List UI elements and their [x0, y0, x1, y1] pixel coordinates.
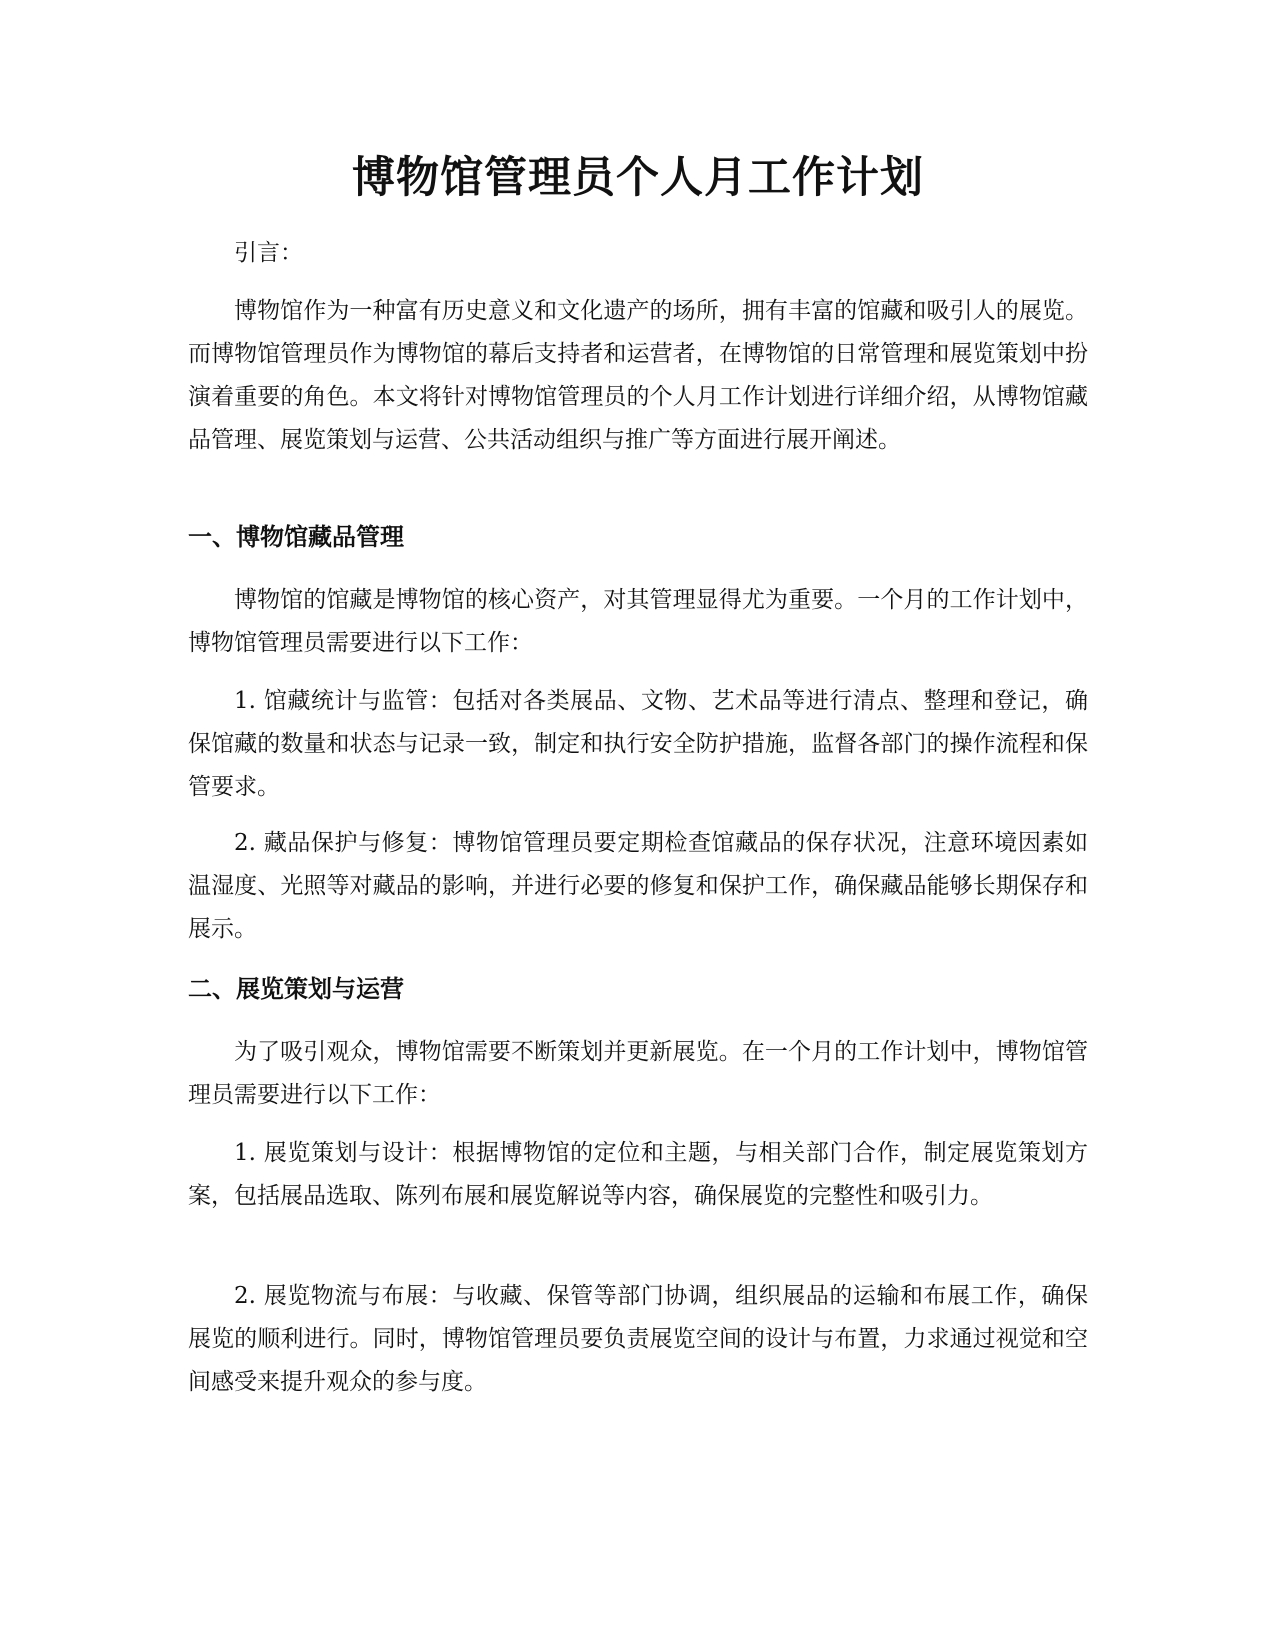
section-heading-collection: 一、博物馆藏品管理 [188, 523, 404, 551]
intro-label: 引言： [234, 240, 303, 266]
list-item-exhibition-logistics: 2. 展览物流与布展：与收藏、保管等部门协调，组织展品的运输和布展工作，确保展览的顺利进行。同时，博物馆管理员要负责展览空间的设计与布置，力求通过视觉和空间感受来提升观众的参与度。 [188, 1283, 1088, 1395]
list-item-collection-protection: 2. 藏品保护与修复：博物馆管理员要定期检查馆藏品的保存状况，注意环境因素如温湿度、光照等对藏品的影响，并进行必要的修复和保护工作，确保藏品能够长期保存和展示。 [188, 830, 1088, 942]
section-heading-exhibition: 二、展览策划与运营 [188, 975, 404, 1003]
list-item-exhibition-planning: 1. 展览策划与设计：根据博物馆的定位和主题，与相关部门合作，制定展览策划方案，包括展品选取、陈列布展和展览解说等内容，确保展览的完整性和吸引力。 [188, 1140, 1088, 1209]
section-intro-exhibition: 为了吸引观众，博物馆需要不断策划并更新展览。在一个月的工作计划中，博物馆管理员需要进行以下工作： [188, 1039, 1088, 1108]
section-intro-collection: 博物馆的馆藏是博物馆的核心资产，对其管理显得尤为重要。一个月的工作计划中，博物馆管理员需要进行以下工作： [188, 587, 1088, 656]
list-item-collection-statistics: 1. 馆藏统计与监管：包括对各类展品、文物、艺术品等进行清点、整理和登记，确保馆藏的数量和状态与记录一致，制定和执行安全防护措施，监督各部门的操作流程和保管要求。 [188, 688, 1088, 800]
document-title: 博物馆管理员个人月工作计划 [352, 153, 924, 203]
intro-paragraph: 博物馆作为一种富有历史意义和文化遗产的场所，拥有丰富的馆藏和吸引人的展览。而博物馆管理员作为博物馆的幕后支持者和运营者，在博物馆的日常管理和展览策划中扮演着重要的角色。本文将针对博物馆管理员的个人月工作计划进行详细介绍，从博物馆藏品管理、展览策划与运营、公共活动组织与推广等方面进行展开阐述。 [188, 298, 1088, 453]
